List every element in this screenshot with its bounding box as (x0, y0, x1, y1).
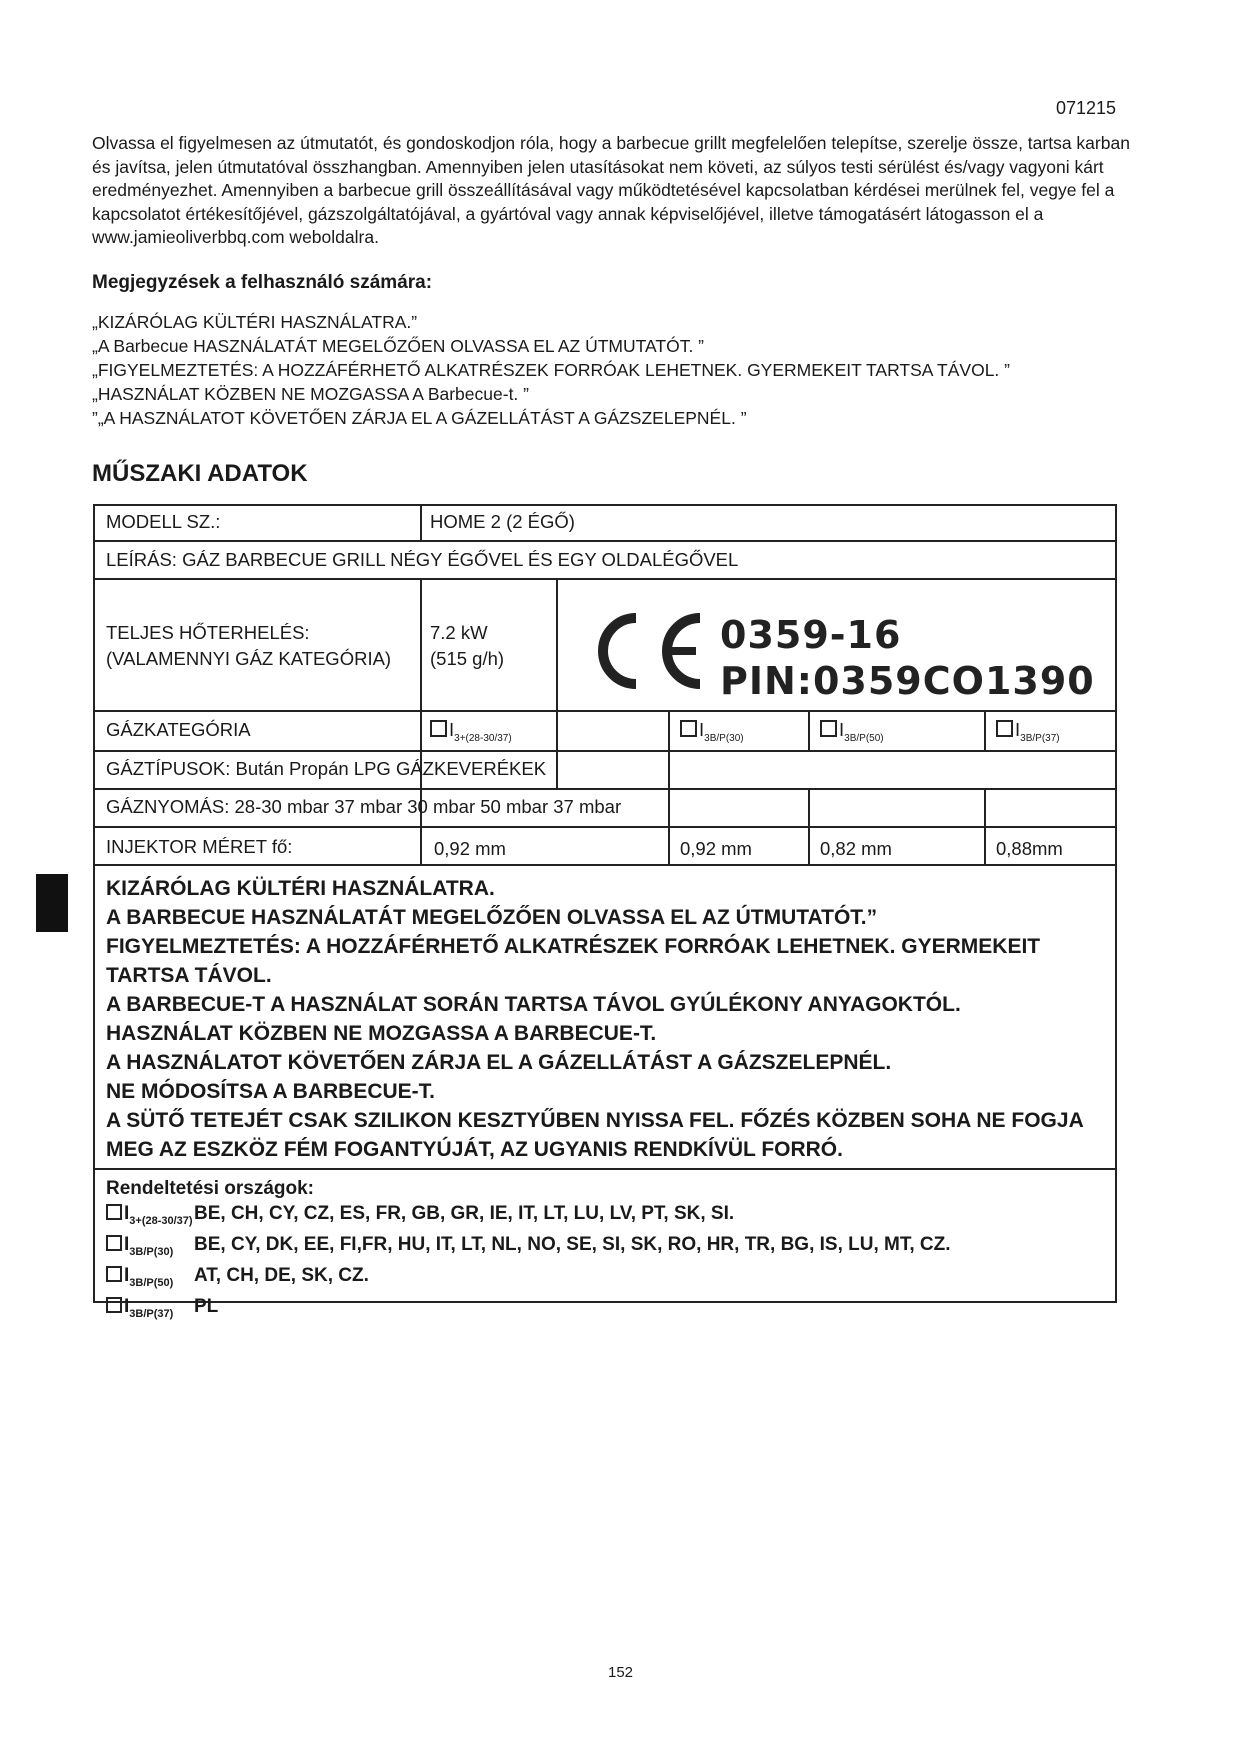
country-row: $I_{3+(28-30/37)}BE$, CH, CY, CZ, ES, FR, GB, GR, IE, IT, LT, LU, LV, PT, SK, SI. (106, 1202, 951, 1233)
table-divider (984, 788, 986, 866)
table-divider (556, 578, 558, 788)
technical-data-title: MŰSZAKI ADATOK (92, 460, 308, 487)
model-value: HOME 2 (2 ÉGŐ) (430, 511, 575, 532)
injector-size-label: INJEKTOR MÉRET fő: (106, 836, 293, 857)
table-divider (420, 578, 422, 866)
table-divider (93, 864, 1117, 866)
country-row: $I_{3B/P(37)}$ PL (106, 1295, 951, 1326)
table-divider (93, 750, 1117, 752)
checkbox-icon (996, 720, 1013, 737)
heat-input-label: TELJES HŐTERHELÉS: (106, 622, 310, 643)
checkbox-icon (680, 720, 697, 737)
heat-input-label-sub: (VALAMENNYI GÁZ KATEGÓRIA) (106, 648, 392, 669)
table-divider (420, 504, 422, 541)
heat-input-value: 7.2 kW (430, 622, 488, 643)
injector-size-value: 0,92 mm (434, 838, 506, 859)
gas-pressure: GÁZNYOMÁS: 28-30 mbar 37 mbar 30 mbar 50 mbar 37 mbar (106, 796, 622, 817)
model-label: MODELL SZ.: (106, 511, 221, 532)
section-marker (36, 874, 68, 932)
country-row: $I_{3B/P(30)}$ BE, CY, DK, EE, FI,FR, HU, IT, LT, NL, NO, SE, SI, SK, RO, HR, TR, BG, IS, LU, MT, CZ. (106, 1233, 951, 1264)
gas-category-label: GÁZKATEGÓRIA (106, 719, 251, 740)
table-divider (93, 578, 1117, 580)
warning-line: KIZÁRÓLAG KÜLTÉRI HASZNÁLATRA. (106, 877, 495, 900)
warning-line: A BARBECUE-T A HASZNÁLAT SORÁN TARTSA TÁVOL GYÚLÉKONY ANYAGOKTÓL. (106, 993, 961, 1016)
warning-line: A HASZNÁLATOT KÖVETŐEN ZÁRJA EL A GÁZELLÁTÁST A GÁZSZELEPNÉL. (106, 1051, 892, 1074)
note-line: „KIZÁRÓLAG KÜLTÉRI HASZNÁLATRA.” (92, 312, 418, 332)
gas-category-2: $I_{3B/P(30)}$ (680, 719, 744, 744)
destination-countries (106, 1202, 951, 1326)
table-divider (93, 540, 1117, 542)
warning-line: A SÜTŐ TETEJÉT CSAK SZILIKON KESZTYŰBEN NYISSA FEL. FŐZÉS KÖZBEN SOHA NE FOGJA MEG AZ ESZKÖZ FÉM FOGANTYÚJÁT, AZ UGYANIS RENDKÍVÜL FORRÓ. (106, 1109, 1083, 1161)
note-line: „HASZNÁLAT KÖZBEN NE MOZGASSA A Barbecue-t. ” (92, 384, 529, 404)
page-number: 152 (608, 1664, 634, 1681)
table-divider (93, 1168, 1117, 1170)
pin-code: PIN:0359CO1390 (720, 659, 1095, 703)
country-row: $I_{3B/P(50)}$ AT, CH, DE, SK, CZ. (106, 1264, 951, 1295)
ce-mark-logo (588, 610, 706, 697)
checkbox-icon (106, 1297, 122, 1313)
table-divider (93, 710, 1117, 712)
user-notes (92, 310, 1010, 430)
gas-types: GÁZTÍPUSOK: Bután Propán LPG GÁZKEVERÉKEK (106, 758, 547, 779)
gas-category-3: $I_{3B/P(50)}$ (820, 719, 884, 744)
destination-countries-heading: Rendeltetési országok: (106, 1178, 314, 1199)
checkbox-icon (106, 1204, 122, 1220)
warning-line: FIGYELMEZTETÉS: A HOZZÁFÉRHETŐ ALKATRÉSZEK FORRÓAK LEHETNEK. GYERMEKEIT TARTSA TÁVOL. (106, 935, 1041, 987)
warnings-block (106, 874, 1106, 1164)
warning-line: NE MÓDOSÍTSA A BARBECUE-T. (106, 1080, 436, 1103)
checkbox-icon (106, 1266, 122, 1282)
table-divider (808, 710, 810, 750)
warning-line: A BARBECUE HASZNÁLATÁT MEGELŐZŐEN OLVASSA EL AZ ÚTMUTATÓT.” (106, 906, 878, 929)
gas-category-4: $I_{3B/P(37)}$ (996, 719, 1060, 744)
note-line: „A Barbecue HASZNÁLATÁT MEGELŐZŐEN OLVASSA EL AZ ÚTMUTATÓT. ” (92, 336, 705, 356)
table-divider (984, 710, 986, 750)
checkbox-icon (106, 1235, 122, 1251)
injector-size-value: 0,92 mm (680, 838, 752, 859)
injector-size-value: 0,82 mm (820, 838, 892, 859)
description: LEÍRÁS: GÁZ BARBECUE GRILL NÉGY ÉGŐVEL ÉS EGY OLDALÉGŐVEL (106, 549, 739, 570)
table-divider (668, 710, 670, 866)
checkbox-icon (430, 720, 447, 737)
ce-certification (720, 612, 1095, 704)
table-divider (808, 788, 810, 866)
gas-category-1: $I_{3+(28-30/37)}$ (430, 719, 512, 744)
intro-paragraph: Olvassa el figyelmesen az útmutatót, és gondoskodjon róla, hogy a barbecue grillt megfelelően telepítse, szerelje össze, tartsa karban és javítsa, jelen útmutatóval összhangban. Amennyiben jelen utasításokat nem követi, az súlyos testi sérülést és/vagy vagyoni kárt eredményezhet. Amennyiben a barbecue grill összeállításával vagy működtetésével kapcsolatban kérdései merülnek fel, vegye fel a kapcsolatot értékesítőjével, gázszolgáltatójával, a gyártóval vagy annak képviselőjével, illetve támogatásért látogasson el a www.jamieoliverbbq.com weboldalra. (92, 133, 1130, 247)
warning-line: HASZNÁLAT KÖZBEN NE MOZGASSA A BARBECUE-T. (106, 1022, 657, 1045)
document-code: 071215 (1056, 98, 1117, 118)
table-divider (93, 788, 1117, 790)
heat-input-grams: (515 g/h) (430, 648, 505, 669)
user-notes-heading: Megjegyzések a felhasználó számára: (92, 272, 433, 293)
checkbox-icon (820, 720, 837, 737)
ce-notified-body-number: 0359-16 (720, 613, 902, 657)
injector-size-value: 0,88mm (996, 838, 1063, 859)
note-line: „FIGYELMEZTETÉS: A HOZZÁFÉRHETŐ ALKATRÉSZEK FORRÓAK LEHETNEK. GYERMEKEIT TARTSA TÁVOL. ” (92, 360, 1010, 380)
table-divider (93, 826, 1117, 828)
note-line: ”„A HASZNÁLATOT KÖVETŐEN ZÁRJA EL A GÁZELLÁTÁST A GÁZSZELEPNÉL. ” (92, 408, 747, 428)
